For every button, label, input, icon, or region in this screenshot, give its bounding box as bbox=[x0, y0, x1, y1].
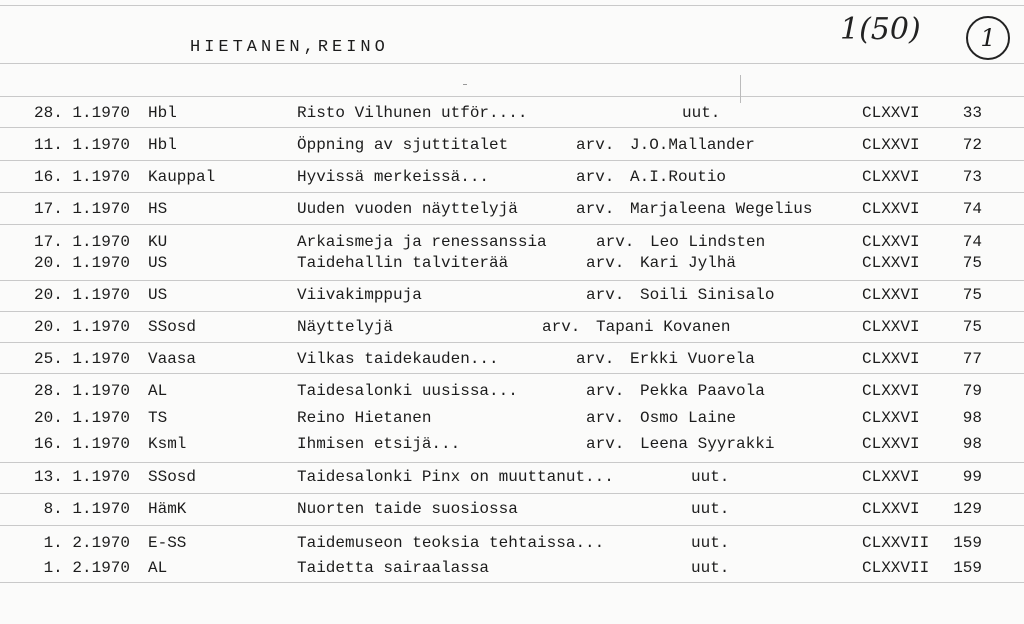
entry-page: 98 bbox=[962, 435, 982, 453]
entry-row bbox=[0, 254, 1024, 276]
entry-row bbox=[0, 104, 1024, 126]
entry-volume: CLXXVI bbox=[862, 409, 920, 427]
entry-type: arv. bbox=[586, 382, 625, 400]
entry-row bbox=[0, 318, 1024, 340]
entry-source: US bbox=[148, 254, 168, 272]
entry-volume: CLXXVI bbox=[862, 254, 920, 272]
entry-author: Pekka Paavola bbox=[640, 382, 765, 400]
entry-date: 20. 1.1970 bbox=[33, 409, 130, 427]
entry-volume: CLXXVI bbox=[862, 168, 920, 186]
entry-type: uut. bbox=[691, 468, 730, 486]
entry-page: 74 bbox=[962, 233, 982, 251]
entry-volume: CLXXVI bbox=[862, 104, 920, 122]
entry-volume: CLXXVII bbox=[862, 534, 930, 552]
entry-row bbox=[0, 500, 1024, 522]
entry-source: E-SS bbox=[148, 534, 187, 552]
entry-title: Arkaismeja ja renessanssia bbox=[297, 233, 547, 251]
circled-card-number: 1 bbox=[966, 16, 1010, 60]
entry-date: 28. 1.1970 bbox=[33, 104, 130, 122]
entry-page: 79 bbox=[962, 382, 982, 400]
entry-title: Vilkas taidekauden... bbox=[297, 350, 499, 368]
entry-author: Leo Lindsten bbox=[650, 233, 766, 251]
entry-date: 16. 1.1970 bbox=[33, 435, 130, 453]
entry-title: Taidesalonki uusissa... bbox=[297, 382, 518, 400]
entry-row bbox=[0, 233, 1024, 255]
entry-title: Viivakimppuja bbox=[297, 286, 422, 304]
entry-page: 74 bbox=[962, 200, 982, 218]
entry-row bbox=[0, 350, 1024, 372]
entry-type: arv. bbox=[542, 318, 581, 336]
entry-type: uut. bbox=[691, 534, 730, 552]
entry-row bbox=[0, 200, 1024, 222]
entry-source: SSosd bbox=[148, 468, 197, 486]
entry-page: 99 bbox=[962, 468, 982, 486]
entry-date: 20. 1.1970 bbox=[33, 318, 130, 336]
entry-source: TS bbox=[148, 409, 168, 427]
entry-title: Nuorten taide suosiossa bbox=[297, 500, 518, 518]
entry-date: 8. 1.1970 bbox=[43, 500, 130, 518]
entry-title: Risto Vilhunen utför.... bbox=[297, 104, 528, 122]
entry-title: Öppning av sjuttitalet bbox=[297, 136, 509, 154]
entry-author: J.O.Mallander bbox=[630, 136, 755, 154]
entry-source: KU bbox=[148, 233, 168, 251]
entry-type: arv. bbox=[576, 136, 615, 154]
card-name-header: HIETANEN,REINO bbox=[190, 38, 389, 57]
entry-volume: CLXXVI bbox=[862, 500, 920, 518]
entry-page: 159 bbox=[953, 534, 982, 552]
entry-title: Taidehallin talviterää bbox=[297, 254, 509, 272]
entry-type: arv. bbox=[576, 168, 615, 186]
entry-page: 73 bbox=[962, 168, 982, 186]
entry-title: Näyttelyjä bbox=[297, 318, 394, 336]
entry-date: 17. 1.1970 bbox=[33, 233, 130, 251]
entry-type: arv. bbox=[586, 254, 625, 272]
entry-author: Tapani Kovanen bbox=[596, 318, 731, 336]
entry-author: Leena Syyrakki bbox=[640, 435, 775, 453]
entry-source: SSosd bbox=[148, 318, 197, 336]
entry-row bbox=[0, 534, 1024, 556]
entry-date: 17. 1.1970 bbox=[33, 200, 130, 218]
entry-type: arv. bbox=[576, 350, 615, 368]
entry-type: arv. bbox=[596, 233, 635, 251]
entry-volume: CLXXVI bbox=[862, 233, 920, 251]
entry-source: Hbl bbox=[148, 104, 177, 122]
entry-row bbox=[0, 468, 1024, 490]
entry-author: Osmo Laine bbox=[640, 409, 737, 427]
entry-title: Taidesalonki Pinx on muuttanut... bbox=[297, 468, 614, 486]
entry-page: 129 bbox=[953, 500, 982, 518]
entry-type: arv. bbox=[586, 409, 625, 427]
entry-row bbox=[0, 168, 1024, 190]
entry-title: Ihmisen etsijä... bbox=[297, 435, 461, 453]
entry-author: Kari Jylhä bbox=[640, 254, 737, 272]
entry-page: 33 bbox=[962, 104, 982, 122]
entry-author: Marjaleena Wegelius bbox=[630, 200, 813, 218]
entry-type: arv. bbox=[586, 435, 625, 453]
entry-date: 11. 1.1970 bbox=[33, 136, 130, 154]
entry-source: Kauppal bbox=[148, 168, 216, 186]
entry-date: 16. 1.1970 bbox=[33, 168, 130, 186]
handwritten-reference: 1(50) bbox=[840, 12, 921, 47]
entry-source: AL bbox=[148, 382, 168, 400]
entry-page: 72 bbox=[962, 136, 982, 154]
entry-type: arv. bbox=[586, 286, 625, 304]
entry-page: 75 bbox=[962, 318, 982, 336]
entry-volume: CLXXVII bbox=[862, 559, 930, 577]
entry-date: 25. 1.1970 bbox=[33, 350, 130, 368]
entry-volume: CLXXVI bbox=[862, 286, 920, 304]
entry-source: Vaasa bbox=[148, 350, 197, 368]
entry-page: 77 bbox=[962, 350, 982, 368]
entry-row bbox=[0, 409, 1024, 431]
entry-volume: CLXXVI bbox=[862, 200, 920, 218]
entry-row bbox=[0, 286, 1024, 308]
entry-source: HS bbox=[148, 200, 168, 218]
entry-source: HämK bbox=[148, 500, 187, 518]
entry-volume: CLXXVI bbox=[862, 350, 920, 368]
entry-date: 1. 2.1970 bbox=[43, 534, 130, 552]
entry-page: 75 bbox=[962, 286, 982, 304]
entry-date: 28. 1.1970 bbox=[33, 382, 130, 400]
entry-page: 75 bbox=[962, 254, 982, 272]
entry-type: uut. bbox=[682, 104, 721, 122]
entry-author: Soili Sinisalo bbox=[640, 286, 775, 304]
entry-volume: CLXXVI bbox=[862, 136, 920, 154]
entry-date: 20. 1.1970 bbox=[33, 254, 130, 272]
entry-row bbox=[0, 559, 1024, 581]
entry-title: Taidetta sairaalassa bbox=[297, 559, 490, 577]
entry-type: uut. bbox=[691, 500, 730, 518]
entry-title: Uuden vuoden näyttelyjä bbox=[297, 200, 518, 218]
entry-date: 20. 1.1970 bbox=[33, 286, 130, 304]
entry-row bbox=[0, 435, 1024, 457]
entry-row bbox=[0, 382, 1024, 404]
entry-page: 159 bbox=[953, 559, 982, 577]
entry-source: Hbl bbox=[148, 136, 177, 154]
entry-title: Taidemuseon teoksia tehtaissa... bbox=[297, 534, 605, 552]
entry-volume: CLXXVI bbox=[862, 318, 920, 336]
entry-type: uut. bbox=[691, 559, 730, 577]
entry-source: US bbox=[148, 286, 168, 304]
entry-volume: CLXXVI bbox=[862, 468, 920, 486]
entry-row bbox=[0, 136, 1024, 158]
entry-source: AL bbox=[148, 559, 168, 577]
entry-title: Hyvissä merkeissä... bbox=[297, 168, 490, 186]
entry-page: 98 bbox=[962, 409, 982, 427]
entry-volume: CLXXVI bbox=[862, 382, 920, 400]
entry-title: Reino Hietanen bbox=[297, 409, 432, 427]
entry-author: A.I.Routio bbox=[630, 168, 727, 186]
entry-author: Erkki Vuorela bbox=[630, 350, 755, 368]
entry-date: 1. 2.1970 bbox=[43, 559, 130, 577]
entry-type: arv. bbox=[576, 200, 615, 218]
entry-volume: CLXXVI bbox=[862, 435, 920, 453]
entry-source: Ksml bbox=[148, 435, 187, 453]
entry-date: 13. 1.1970 bbox=[33, 468, 130, 486]
